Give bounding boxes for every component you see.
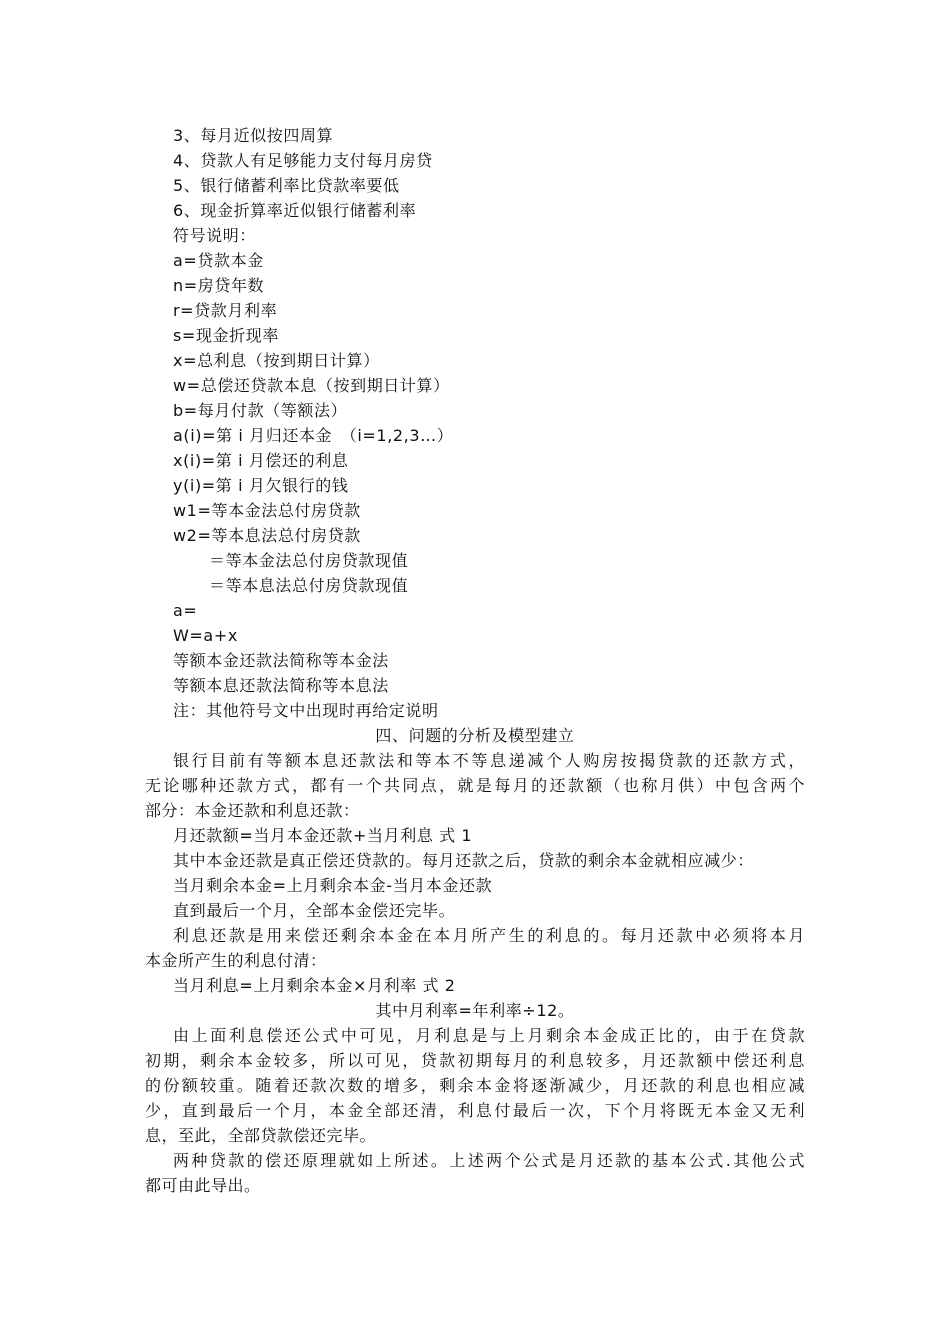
assumption-3: 3、每月近似按四周算 <box>173 126 334 145</box>
para3: 直到最后一个月，全部本金偿还完毕。 <box>173 901 456 920</box>
para5-line2: 初期，剩余本金较多，所以可见，贷款初期每月的利息较多，月还款额中偿还利息 <box>145 1051 805 1070</box>
para2: 其中本金还款是真正偿还贷款的。每月还款之后，贷款的剩余本金就相应减少： <box>173 851 755 870</box>
abbrev-2: 等额本息还款法简称等本息法 <box>173 676 389 695</box>
abbrev-1: 等额本金还款法简称等本金法 <box>173 651 389 670</box>
equation-1: 月还款额=当月本金还款+当月利息 式 1 <box>173 826 473 845</box>
symbol-xi: x(i)=第 i 月偿还的利息 <box>173 451 349 470</box>
symbol-n: n=房贷年数 <box>173 276 265 295</box>
assumption-6: 6、现金折算率近似银行储蓄利率 <box>173 201 417 220</box>
equation-rate: 其中月利率=年利率÷12。 <box>375 1001 575 1020</box>
symbol-w2: w2=等本息法总付房贷款 <box>173 526 361 545</box>
para4-line1: 利息还款是用来偿还剩余本金在本月所产生的利息的。每月还款中必须将本月 <box>173 926 805 945</box>
symbol-ai: a(i)=第 i 月归还本金 （i=1,2,3…） <box>173 426 454 445</box>
equation-remain: 当月剩余本金=上月剩余本金-当月本金还款 <box>173 876 493 895</box>
section-title: 四、问题的分析及模型建立 <box>375 726 575 745</box>
para5-line4: 少，直到最后一个月，本金全部还清，利息付最后一次，下个月将既无本金又无利 <box>145 1101 805 1120</box>
para6-line1: 两种贷款的偿还原理就如上所述。上述两个公式是月还款的基本公式.其他公式 <box>173 1151 805 1170</box>
note: 注：其他符号文中出现时再给定说明 <box>173 701 439 720</box>
assumption-5: 5、银行储蓄利率比贷款率要低 <box>173 176 400 195</box>
symbol-x: x=总利息（按到期日计算） <box>173 351 380 370</box>
formula-a: a= <box>173 601 198 620</box>
para6-line2: 都可由此导出。 <box>145 1176 261 1195</box>
symbol-pv-2: ＝等本息法总付房贷款现值 <box>209 576 409 595</box>
symbol-w: w=总偿还贷款本息（按到期日计算） <box>173 376 450 395</box>
para5-line1: 由上面利息偿还公式中可见，月利息是与上月剩余本金成正比的，由于在贷款 <box>173 1026 805 1045</box>
symbol-b: b=每月付款（等额法） <box>173 401 348 420</box>
symbols-title: 符号说明： <box>173 226 257 245</box>
para5-line3: 的份额较重。随着还款次数的增多，剩余本金将逐渐减少，月还款的利息也相应减 <box>145 1076 805 1095</box>
formula-w: W=a+x <box>173 626 238 645</box>
symbol-pv-1: ＝等本金法总付房贷款现值 <box>209 551 409 570</box>
equation-2: 当月利息=上月剩余本金×月利率 式 2 <box>173 976 456 995</box>
para1-line2: 无论哪种还款方式，都有一个共同点，就是每月的还款额（也称月供）中包含两个 <box>145 776 805 795</box>
para1-line1: 银行目前有等额本息还款法和等本不等息递减个人购房按揭贷款的还款方式， <box>173 751 805 770</box>
symbol-a: a=贷款本金 <box>173 251 264 270</box>
symbol-s: s=现金折现率 <box>173 326 279 345</box>
para4-line2: 本金所产生的利息付清： <box>145 951 327 970</box>
para5-line5: 息，至此，全部贷款偿还完毕。 <box>145 1126 377 1145</box>
symbol-w1: w1=等本金法总付房贷款 <box>173 501 361 520</box>
symbol-yi: y(i)=第 i 月欠银行的钱 <box>173 476 349 495</box>
symbol-r: r=贷款月利率 <box>173 301 278 320</box>
para1-line3: 部分：本金还款和利息还款： <box>145 801 360 820</box>
assumption-4: 4、贷款人有足够能力支付每月房贷 <box>173 151 433 170</box>
